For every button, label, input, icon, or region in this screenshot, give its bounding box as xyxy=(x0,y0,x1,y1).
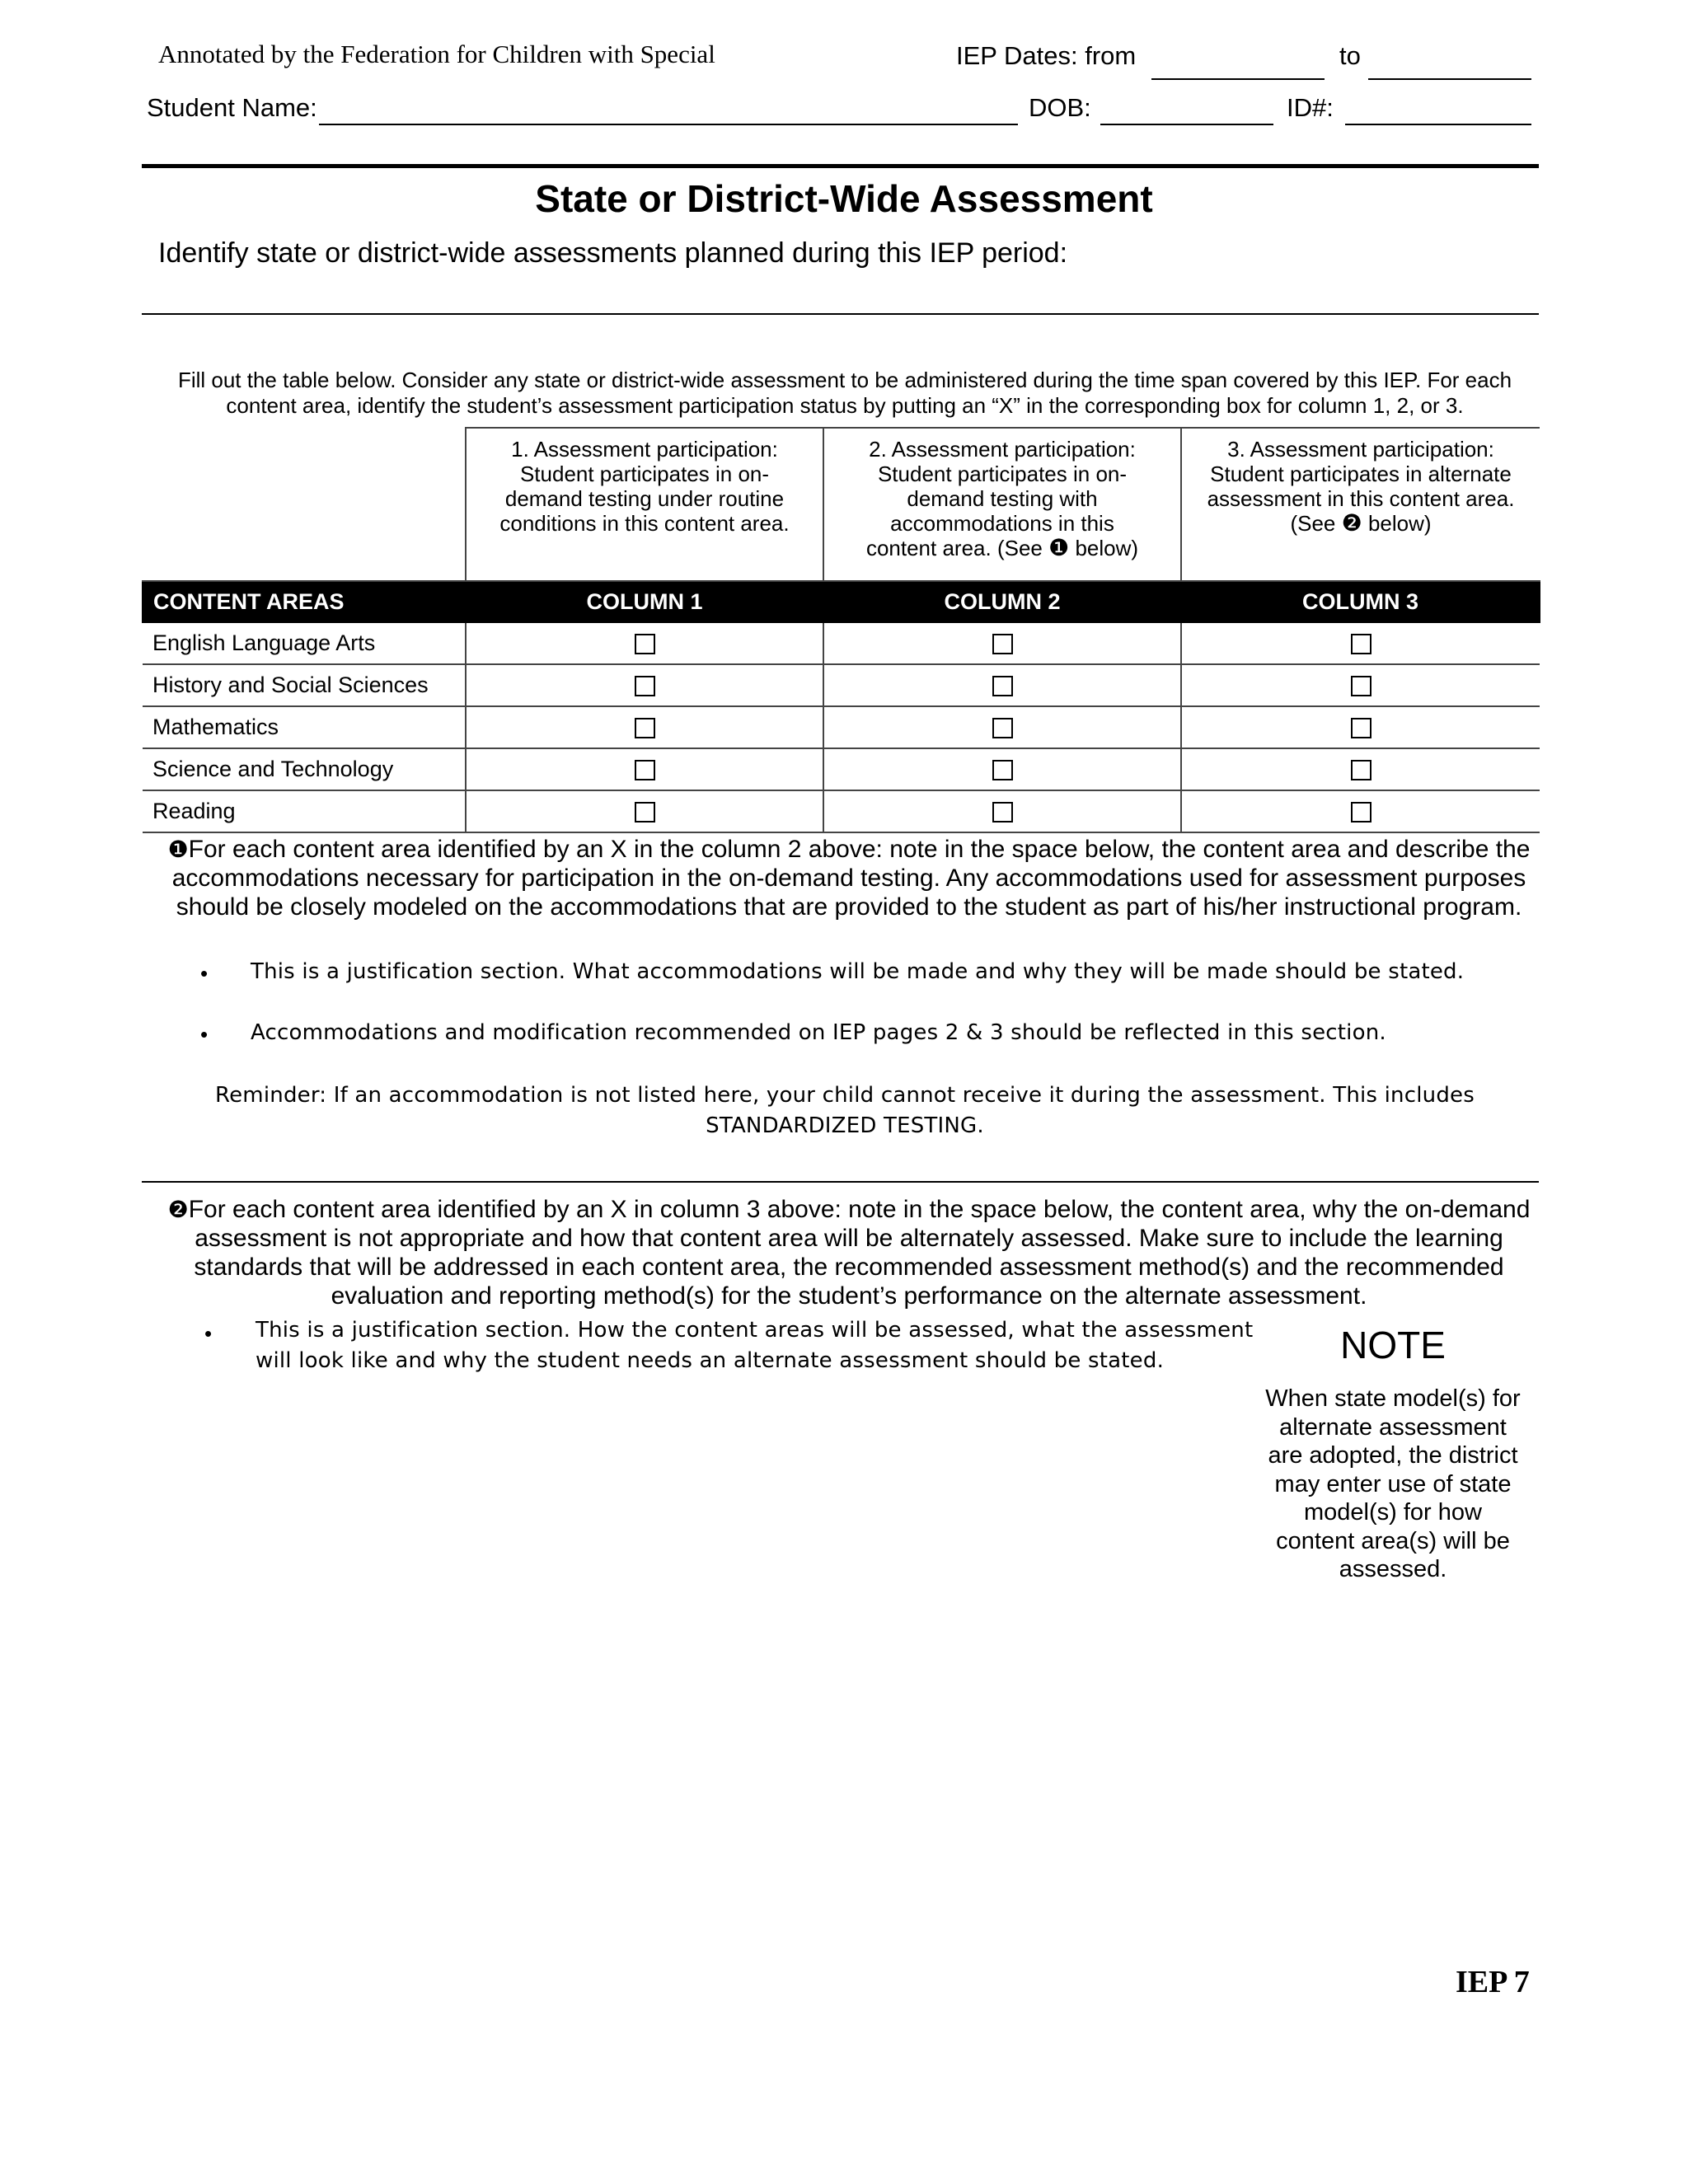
table-row xyxy=(143,622,1540,664)
page-subtitle: Identify state or district-wide assessments planned during this IEP period: xyxy=(158,237,1068,269)
column-2-checkbox[interactable] xyxy=(992,676,1013,696)
column-1-description xyxy=(466,428,823,581)
id-field[interactable] xyxy=(1345,124,1531,125)
column-2-description xyxy=(823,428,1181,581)
column-2-checkbox[interactable] xyxy=(992,634,1013,654)
column-3-note-text: For each content area identified by an X in column 3 above: note in the space below, the content area, why the on-demand assessment is not appropriate and how that content area will be alternately assessed. Make sure to include the learning standards that will be addressed in each content area, the recommended assessment method(s) and the recommended evaluation and reporting method(s) for the student’s performance on the alternate assessment. xyxy=(188,1196,1531,1310)
page-title: State or District-Wide Assessment xyxy=(535,177,1153,220)
circled-two-icon: ❷ xyxy=(1341,510,1362,536)
column-1-description-text: 1. Assessment participation: Student participates in on-demand testing under routine conditions in this content area. xyxy=(499,437,790,536)
bullet-icon: • xyxy=(200,1022,209,1047)
dob-field[interactable] xyxy=(1100,124,1273,125)
content-area-label: Science and Technology xyxy=(143,748,466,790)
assessment-answer-line[interactable] xyxy=(142,313,1539,315)
content-area-label: Reading xyxy=(143,790,466,832)
column-1-checkbox[interactable] xyxy=(635,676,655,696)
section-divider xyxy=(142,1181,1539,1183)
table-row xyxy=(143,706,1540,748)
iep-dates-from-label: IEP Dates: from xyxy=(956,41,1137,70)
student-name-field[interactable] xyxy=(319,124,1018,125)
column-3-description xyxy=(1181,428,1540,581)
column-1-checkbox[interactable] xyxy=(635,802,655,823)
iep-to-field[interactable] xyxy=(1368,78,1531,80)
column-3-note xyxy=(157,1195,1541,1310)
dob-label: DOB: xyxy=(1029,93,1091,122)
content-area-label: History and Social Sciences xyxy=(143,664,466,706)
column-3-checkbox[interactable] xyxy=(1351,676,1372,696)
annotation-text: Annotated by the Federation for Children with Special xyxy=(158,40,715,68)
column-2-description-text: 2. Assessment participation: Student participates in on-demand testing with accommodations in this content area. (See xyxy=(865,437,1136,560)
column-1-checkbox[interactable] xyxy=(635,760,655,780)
table-row xyxy=(143,664,1540,706)
desc-blank-cell xyxy=(143,428,466,581)
column-2-note xyxy=(157,835,1541,921)
column-3-checkbox[interactable] xyxy=(1351,718,1372,738)
header-content-areas: CONTENT AREAS xyxy=(143,581,466,622)
iep-dates-to-label: to xyxy=(1339,41,1361,70)
column-3-checkbox[interactable] xyxy=(1351,760,1372,780)
student-name-label: Student Name: xyxy=(147,93,317,122)
header-column-3: COLUMN 3 xyxy=(1181,581,1540,622)
circled-one-icon: ❶ xyxy=(167,837,189,862)
column-1-checkbox[interactable] xyxy=(635,634,655,654)
justification-bullet: This is a justification section. What accommodations will be made and why they will be made should be stated. xyxy=(251,959,1465,984)
column-1-checkbox[interactable] xyxy=(635,718,655,738)
note-heading: NOTE xyxy=(1340,1324,1446,1366)
column-2-checkbox[interactable] xyxy=(992,718,1013,738)
alternate-justification-bullet: This is a justification section. How the content areas will be assessed, what the assessment will look like and why the student needs an alternate assessment should be stated. xyxy=(256,1318,1254,1373)
table-row xyxy=(143,790,1540,832)
note-body: When state model(s) for alternate assessment are adopted, the district may enter use of state model(s) for how content area(s) will be assessed. xyxy=(1265,1385,1521,1582)
column-2-checkbox[interactable] xyxy=(992,802,1013,823)
header-column-1: COLUMN 1 xyxy=(466,581,823,622)
bullet-icon: • xyxy=(200,961,209,986)
iep-from-field[interactable] xyxy=(1151,78,1325,80)
column-3-checkbox[interactable] xyxy=(1351,802,1372,823)
header-column-2: COLUMN 2 xyxy=(823,581,1181,622)
page-number: IEP 7 xyxy=(1456,1965,1530,1999)
id-label: ID#: xyxy=(1287,93,1334,122)
content-area-label: English Language Arts xyxy=(143,622,466,664)
table-row xyxy=(143,748,1540,790)
column-2-note-text: For each content area identified by an X in the column 2 above: note in the space below, the content area and describe the accommodations necessary for participation in the on-demand testing. Any accommodations used for assessment purposes should be closely modeled on the accommodations that are provided to the student as part of his/her instructional program. xyxy=(171,836,1531,921)
column-3-description-text: 3. Assessment participation: Student participates in alternate assessment in this content area. (See xyxy=(1207,437,1515,536)
bullet-icon: • xyxy=(204,1321,213,1346)
accommodations-bullet: Accommodations and modification recommended on IEP pages 2 & 3 should be reflected in this section. xyxy=(251,1020,1386,1045)
column-2-description-below: below) xyxy=(1075,536,1139,560)
column-3-description-below: below) xyxy=(1367,511,1432,536)
column-3-checkbox[interactable] xyxy=(1351,634,1372,654)
circled-two-icon: ❷ xyxy=(167,1197,189,1222)
column-2-checkbox[interactable] xyxy=(992,760,1013,780)
circled-one-icon: ❶ xyxy=(1048,535,1070,560)
assessment-table xyxy=(142,427,1540,833)
content-area-label: Mathematics xyxy=(143,706,466,748)
table-instructions: Fill out the table below. Consider any state or district-wide assessment to be administered during the time span covered by this IEP. For each content area, identify the student’s assessment participation status by putting an “X” in the corresponding box for column 1, 2, or 3. xyxy=(177,368,1512,418)
reminder-text: Reminder: If an accommodation is not listed here, your child cannot receive it during the assessment. This includes STANDARDIZED TESTING. xyxy=(215,1083,1475,1138)
header-divider xyxy=(142,164,1539,168)
